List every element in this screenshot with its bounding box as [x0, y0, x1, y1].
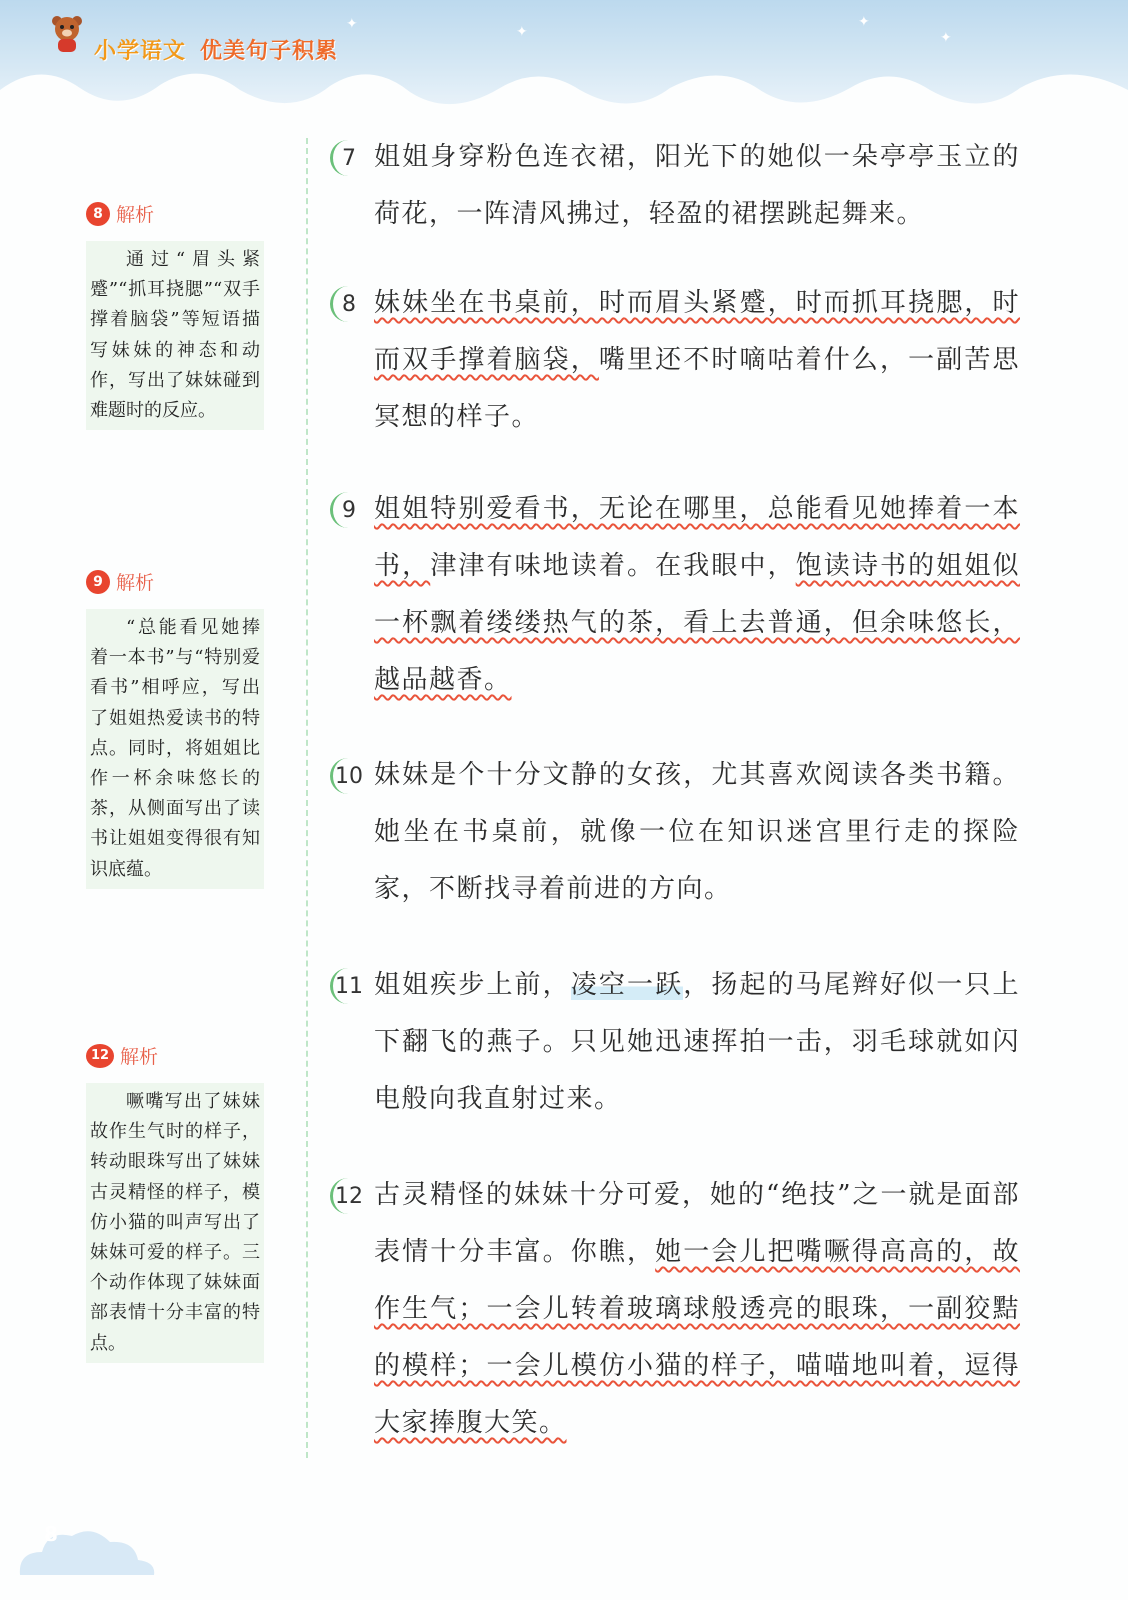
sparkle-icon: ✦: [516, 24, 528, 40]
sentence-text: [374, 1167, 1020, 1452]
sentence-segment: 津津有味地读着。在我眼中，: [430, 551, 796, 581]
sentence-text: [374, 747, 1020, 918]
sentence-number: 11: [330, 968, 365, 1004]
highlighted-segment: 凌空一跃: [570, 970, 684, 1000]
note-number-badge: 8: [86, 202, 110, 226]
header-title: [94, 34, 338, 65]
note-header: [86, 568, 264, 595]
sparkle-icon: ✦: [940, 30, 952, 46]
sentence-segment: 嘴里还不时嘀咕着什么，一副苦思冥想的样子。: [374, 345, 1020, 432]
sentence-9: [330, 492, 1020, 709]
sparkle-icon: ✦: [346, 16, 358, 32]
page-cloud-decoration: [10, 1520, 160, 1580]
note-body: 噘嘴写出了妹妹故作生气时的样子，转动眼珠写出了妹妹古灵精怪的样子，模仿小猫的叫声写出了妹妹可爱的样子。三个动作体现了妹妹面部表情十分丰富的特点。: [86, 1083, 264, 1363]
sentence-11: [330, 968, 1020, 1128]
note-number-badge: 12: [86, 1044, 114, 1068]
analysis-note-9: [86, 568, 264, 889]
note-title: 解析: [116, 572, 155, 594]
column-divider: [306, 138, 308, 1458]
page-header: [0, 0, 1128, 110]
analysis-note-8: [86, 200, 264, 430]
analysis-note-12: [86, 1042, 264, 1363]
note-header: [86, 200, 264, 227]
sentence-12: [330, 1178, 1020, 1452]
sentence-10: [330, 758, 1020, 918]
sparkle-icon: ✦: [858, 14, 870, 30]
sentence-text: [374, 481, 1020, 709]
note-body: “总能看见她捧着一本书”与“特别爱看书”相呼应，写出了姐姐热爱读书的特点。同时，将姐姐比作一杯余味悠长的茶，从侧面写出了读书让姐姐变得很有知识底蕴。: [86, 609, 264, 889]
sentence-segment: 姐姐疾步上前，: [374, 970, 571, 1000]
series-label: 优美句子积累: [200, 39, 339, 64]
page-number: 8: [44, 1522, 58, 1546]
brand-label: 小学语文: [94, 39, 187, 64]
sentence-text: [374, 275, 1020, 446]
note-title: 解析: [116, 204, 155, 226]
sentence-number: 12: [330, 1178, 365, 1214]
note-number-badge: 9: [86, 570, 110, 594]
underlined-segment: 姐姐特别爱看书，无论在哪里，总能看见她捧着一本书，: [374, 494, 1020, 581]
sentence-7: [330, 140, 1020, 243]
sentence-segment: ，扬起的马尾辫好似一只上下翻飞的燕子。只见她迅速挥拍一击，羽毛球就如闪电般向我直射过来。: [374, 970, 1020, 1114]
sentence-segment: 妹妹是个十分文静的女孩，尤其喜欢阅读各类书籍。她坐在书桌前，就像一位在知识迷宫里行走的探险家，不断找寻着前进的方向。: [374, 760, 1020, 904]
underlined-segment: 饱读诗书的姐姐似一杯飘着缕缕热气的茶，看上去普通，但余味悠长，越品越香。: [374, 551, 1020, 695]
sentence-number: 8: [330, 286, 365, 322]
bear-icon: [50, 14, 84, 54]
sentence-number: 10: [330, 758, 365, 794]
header-wave-decoration: [0, 60, 1128, 120]
note-body: 通过“眉头紧蹙”“抓耳挠腮”“双手撑着脑袋”等短语描写妹妹的神态和动作，写出了妹妹碰到难题时的反应。: [86, 241, 264, 430]
sentence-number: 7: [330, 140, 365, 176]
sentence-segment: 姐姐身穿粉色连衣裙，阳光下的她似一朵亭亭玉立的荷花，一阵清风拂过，轻盈的裙摆跳起舞来。: [374, 142, 1020, 229]
underlined-segment: 她一会儿把嘴噘得高高的，故作生气；一会儿转着玻璃球般透亮的眼珠，一副狡黠的模样；一会儿模仿小猫的样子，喵喵地叫着，逗得大家捧腹大笑。: [374, 1237, 1020, 1438]
sentence-text: [374, 129, 1020, 243]
sentence-segment: 古灵精怪的妹妹十分可爱，她的“绝技”之一就是面部表情十分丰富。你瞧，: [374, 1180, 1020, 1267]
sentence-text: [374, 957, 1020, 1128]
note-header: [86, 1042, 264, 1069]
note-title: 解析: [120, 1046, 159, 1068]
sentence-number: 9: [330, 492, 365, 528]
sentence-8: [330, 286, 1020, 446]
underlined-segment: 妹妹坐在书桌前，时而眉头紧蹙，时而抓耳挠腮，时而双手撑着脑袋，: [374, 288, 1020, 375]
